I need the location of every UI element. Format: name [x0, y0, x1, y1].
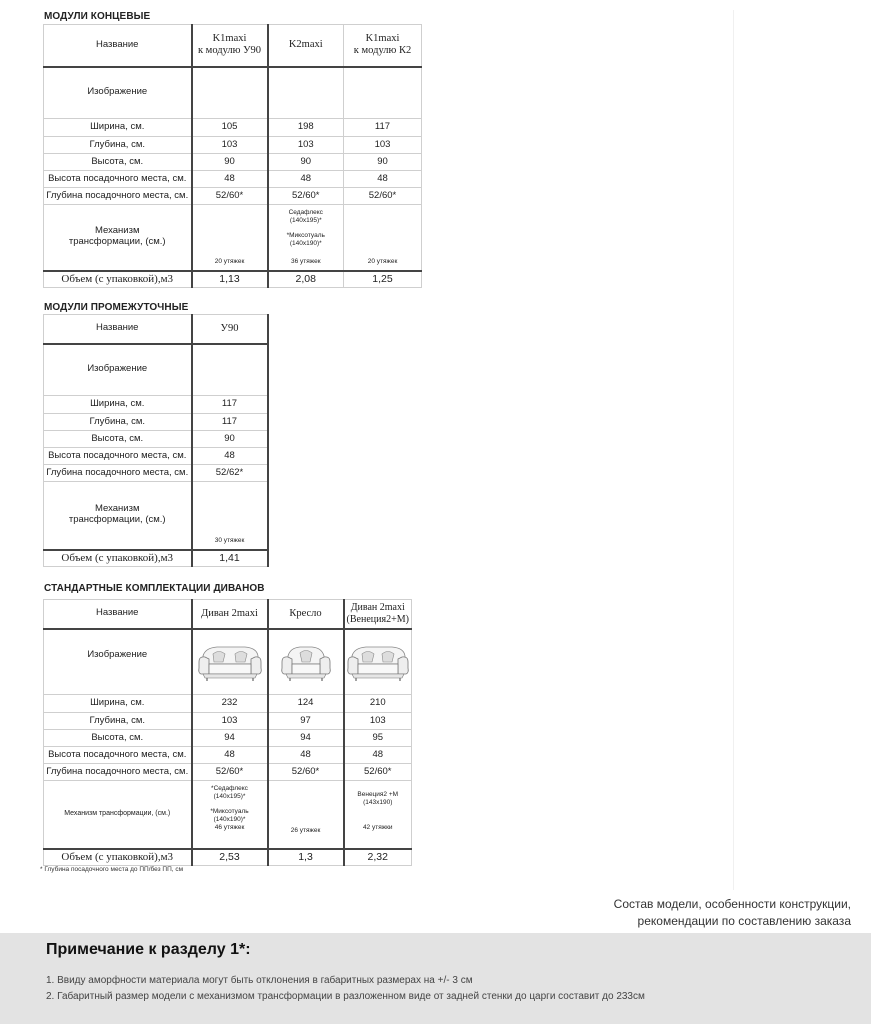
- mechanism-row: [44, 781, 412, 849]
- tufting-count: 26 утяжек: [290, 827, 321, 835]
- table-row: [44, 448, 268, 465]
- volume-row: [44, 271, 422, 288]
- name-label: Название: [44, 315, 192, 344]
- column-header: K2maxi: [268, 25, 344, 67]
- volume-value: 1,25: [344, 271, 422, 288]
- image-cell: [268, 629, 344, 695]
- volume-value: 1,13: [192, 271, 268, 288]
- armchair-image: [276, 640, 336, 684]
- column-header: K1maxi к модулю У90: [192, 25, 268, 67]
- cell-value: 124: [268, 695, 344, 713]
- column-header: У90: [192, 315, 268, 344]
- table-row: [44, 188, 422, 205]
- cell-value: 90: [192, 431, 268, 448]
- page-divider: [733, 10, 734, 890]
- note-title: Примечание к разделу 1*:: [46, 941, 251, 958]
- cell-value: 48: [344, 747, 412, 764]
- section-note-line: Состав модели, особенности конструкции,: [613, 897, 851, 911]
- table-row: [44, 713, 412, 730]
- row-label: Высота посадочного места, см.: [44, 448, 192, 465]
- image-label: Изображение: [44, 67, 192, 119]
- row-label: Высота посадочного места, см.: [44, 747, 192, 764]
- mechanism-label: Механизм трансформации, (см.): [44, 205, 192, 271]
- mechanism-label: Механизм трансформации, (см.): [44, 482, 192, 550]
- section-note-line: рекомендации по составлению заказа: [637, 914, 851, 929]
- cell-value: 95: [344, 730, 412, 747]
- table-row: [44, 137, 422, 154]
- cell-value: 94: [192, 730, 268, 747]
- volume-label: Объем (с упаковкой),м3: [44, 271, 192, 288]
- volume-value: 2,32: [344, 849, 412, 866]
- footnote: * Глубина посадочного места до ПП/без ПП, см: [40, 866, 184, 873]
- table-row: [44, 431, 268, 448]
- image-label: Изображение: [44, 629, 192, 695]
- cell-value: 48: [192, 448, 268, 465]
- cell-value: 103: [268, 137, 344, 154]
- mechanism-type: Седафлекс (140x195)* *Миксотуаль (140x190)*: [286, 209, 325, 248]
- tufting-count: 20 утяжек: [214, 258, 245, 266]
- cell-value: 103: [344, 713, 412, 730]
- mechanism-row: [44, 205, 422, 271]
- image-row: [44, 629, 412, 695]
- tufting-count: 42 утяжки: [362, 824, 393, 832]
- section-note: [614, 896, 851, 931]
- cell-value: 97: [268, 713, 344, 730]
- cell-value: 48: [192, 171, 268, 188]
- cell-value: 90: [268, 154, 344, 171]
- mechanism-cell: [192, 781, 268, 849]
- section-title-standard: СТАНДАРТНЫЕ КОМПЛЕКТАЦИИ ДИВАНОВ: [44, 583, 265, 594]
- row-label: Глубина, см.: [44, 713, 192, 730]
- volume-row: [44, 550, 268, 567]
- image-cell: [344, 67, 422, 119]
- cell-value: 48: [344, 171, 422, 188]
- column-header: Диван 2maxi (Венеция2+М): [344, 600, 412, 629]
- cell-value: 94: [268, 730, 344, 747]
- cell-value: 232: [192, 695, 268, 713]
- volume-value: 1,3: [268, 849, 344, 866]
- mechanism-row: [44, 482, 268, 550]
- sofa-venice-image: [346, 640, 410, 684]
- cell-value: 52/62*: [192, 465, 268, 482]
- column-header: Кресло: [268, 600, 344, 629]
- note-panel: [0, 933, 871, 1024]
- end-modules-table: [43, 24, 422, 288]
- column-header: Диван 2maxi: [192, 600, 268, 629]
- mechanism-label: Механизм трансформации, (см.): [44, 781, 192, 849]
- cell-value: 52/60*: [268, 764, 344, 781]
- volume-value: 2,53: [192, 849, 268, 866]
- mechanism-cell: [192, 482, 268, 550]
- tufting-count: 20 утяжек: [367, 258, 398, 266]
- cell-value: 52/60*: [192, 188, 268, 205]
- volume-value: 2,08: [268, 271, 344, 288]
- sofa-image: [195, 640, 265, 684]
- cell-value: 198: [268, 119, 344, 137]
- table-row: [44, 730, 412, 747]
- image-cell: [192, 629, 268, 695]
- row-label: Глубина посадочного места, см.: [44, 465, 192, 482]
- table-row: [44, 414, 268, 431]
- tufting-count: 30 утяжек: [214, 537, 245, 545]
- volume-row: [44, 849, 412, 866]
- mid-modules-table: [43, 314, 269, 567]
- image-row: [44, 344, 268, 396]
- cell-value: 117: [344, 119, 422, 137]
- table-row: [44, 747, 412, 764]
- image-row: [44, 67, 422, 119]
- cell-value: 48: [268, 171, 344, 188]
- cell-value: 52/60*: [344, 188, 422, 205]
- mechanism-cell: [192, 205, 268, 271]
- cell-value: 52/60*: [344, 764, 412, 781]
- cell-value: 117: [192, 414, 268, 431]
- table-header-row: [44, 25, 422, 67]
- column-header: K1maxi к модулю К2: [344, 25, 422, 67]
- row-label: Высота посадочного места, см.: [44, 171, 192, 188]
- row-label: Глубина, см.: [44, 414, 192, 431]
- mechanism-cell: [344, 205, 422, 271]
- image-cell: [192, 344, 268, 396]
- cell-value: 103: [192, 713, 268, 730]
- cell-value: 117: [192, 396, 268, 414]
- name-label: Название: [44, 600, 192, 629]
- volume-label: Объем (с упаковкой),м3: [44, 550, 192, 567]
- image-cell: [192, 67, 268, 119]
- row-label: Высота, см.: [44, 730, 192, 747]
- mechanism-type: Венеция2 +М (143x190): [357, 791, 399, 806]
- cell-value: 103: [192, 137, 268, 154]
- mechanism-cell: [344, 781, 412, 849]
- row-label: Высота, см.: [44, 431, 192, 448]
- section-title-mid-modules: МОДУЛИ ПРОМЕЖУТОЧНЫЕ: [44, 302, 189, 313]
- table-row: [44, 465, 268, 482]
- cell-value: 105: [192, 119, 268, 137]
- name-label: Название: [44, 25, 192, 67]
- table-header-row: [44, 600, 412, 629]
- cell-value: 48: [268, 747, 344, 764]
- table-row: [44, 695, 412, 713]
- row-label: Глубина посадочного места, см.: [44, 764, 192, 781]
- volume-label: Объем (с упаковкой),м3: [44, 849, 192, 866]
- table-row: [44, 764, 412, 781]
- table-row: [44, 171, 422, 188]
- cell-value: 90: [344, 154, 422, 171]
- cell-value: 90: [192, 154, 268, 171]
- table-row: [44, 154, 422, 171]
- row-label: Глубина, см.: [44, 137, 192, 154]
- tufting-count: 46 утяжек: [214, 824, 245, 832]
- cell-value: 210: [344, 695, 412, 713]
- image-cell: [344, 629, 412, 695]
- row-label: Высота, см.: [44, 154, 192, 171]
- table-row: [44, 119, 422, 137]
- mechanism-cell: [268, 781, 344, 849]
- tufting-count: 36 утяжек: [290, 258, 321, 266]
- row-label: Глубина посадочного места, см.: [44, 188, 192, 205]
- mechanism-type: *Седафлекс (140x195)* *Миксотуаль (140x190)*: [210, 785, 249, 824]
- cell-value: 48: [192, 747, 268, 764]
- image-cell: [268, 67, 344, 119]
- cell-value: 103: [344, 137, 422, 154]
- note-item: 2. Габаритный размер модели с механизмом трансформации в разложенном виде от задней стенки до царги составит до 233см: [46, 991, 645, 1002]
- cell-value: 52/60*: [268, 188, 344, 205]
- note-item: 1. Ввиду аморфности материала могут быть отклонения в габаритных размерах на +/- 3 см: [46, 975, 473, 986]
- row-label: Ширина, см.: [44, 119, 192, 137]
- row-label: Ширина, см.: [44, 396, 192, 414]
- table-row: [44, 396, 268, 414]
- cell-value: 52/60*: [192, 764, 268, 781]
- row-label: Ширина, см.: [44, 695, 192, 713]
- image-label: Изображение: [44, 344, 192, 396]
- volume-value: 1,41: [192, 550, 268, 567]
- section-title-end-modules: МОДУЛИ КОНЦЕВЫЕ: [44, 11, 151, 22]
- mechanism-cell: [268, 205, 344, 271]
- standard-sets-table: [43, 599, 412, 866]
- table-header-row: [44, 315, 268, 344]
